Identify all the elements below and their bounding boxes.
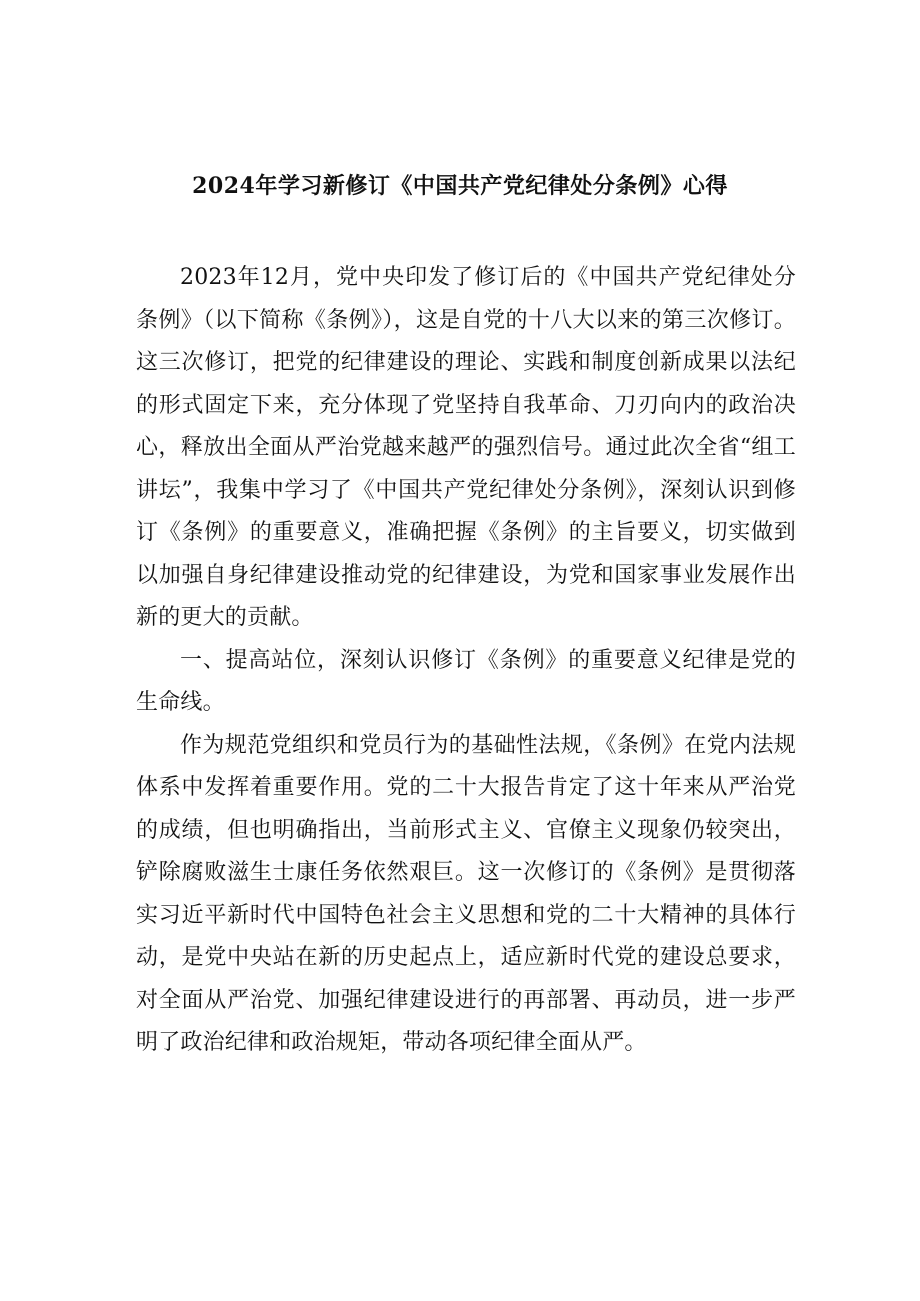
paragraph-intro: 2023年12月，党中央印发了修订后的《中国共产党纪律处分条例》（以下简称《条例》），这是自党的十八大以来的第三次修订。这三次修订，把党的纪律建设的理论、实践和制度创新成果以法纪的形式固定下来，充分体现了党坚持自我革命、刀刃向内的政治决心，释放出全面从严治党越来越严的强烈信号。通过此次全省“组工讲坛”，我集中学习了《中国共产党纪律处分条例》，深刻认识到修订《条例》的重要意义，准确把握《条例》的主旨要义，切实做到以加强自身纪律建设推动党的纪律建设，为党和国家事业发展作出新的更大的贡献。	[136, 265, 796, 630]
paragraph-section-heading: 一、提高站位，深刻认识修订《条例》的重要意义纪律是党的生命线。	[136, 647, 796, 715]
document-title: 2024年学习新修订《中国共产党纪律处分条例》心得	[192, 173, 728, 199]
paragraph-body: 作为规范党组织和党员行为的基础性法规，《条例》在党内法规体系中发挥着重要作用。党的二十大报告肯定了这十年来从严治党的成绩，但也明确指出，当前形式主义、官僚主义现象仍较突出，铲除腐败滋生士康任务依然艰巨。这一次修订的《条例》是贯彻落实习近平新时代中国特色社会主义思想和党的二十大精神的具体行动，是党中央站在新的历史起点上，适应新时代党的建设总要求，对全面从严治党、加强纪律建设进行的再部署、再动员，进一步严明了政治纪律和政治规矩，带动各项纪律全面从严。	[136, 732, 796, 1055]
document-body	[136, 257, 796, 1065]
